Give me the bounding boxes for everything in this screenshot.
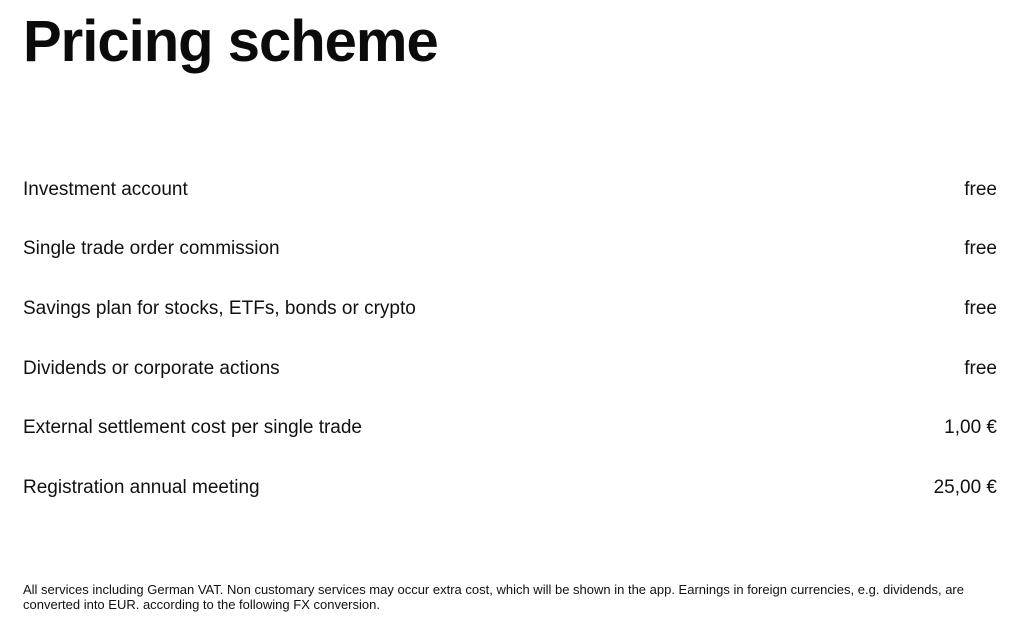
pricing-row-label: Single trade order commission bbox=[23, 238, 280, 260]
pricing-row-dividends bbox=[23, 339, 997, 399]
pricing-row-annual-meeting bbox=[23, 458, 997, 518]
pricing-row-savings-plan bbox=[23, 279, 997, 339]
pricing-row-label: Dividends or corporate actions bbox=[23, 357, 280, 379]
pricing-row-value: free bbox=[964, 297, 997, 319]
pricing-row-value: 25,00 € bbox=[933, 476, 997, 498]
pricing-row-label: Investment account bbox=[23, 178, 188, 200]
pricing-row-label: Savings plan for stocks, ETFs, bonds or crypto bbox=[23, 297, 416, 319]
pricing-list bbox=[23, 160, 997, 518]
pricing-row-label: External settlement cost per single trade bbox=[23, 417, 363, 439]
pricing-row-value: free bbox=[964, 357, 997, 379]
pricing-row-label: Registration annual meeting bbox=[23, 476, 260, 498]
footnote: All services including German VAT. Non customary services may occur extra cost, which will be shown in the app. Earnings in foreign currencies, e.g. dividends, are converted into EUR. according to the following FX conversion. bbox=[23, 582, 964, 612]
pricing-row-value: free bbox=[964, 238, 997, 260]
pricing-row-single-trade-commission bbox=[23, 220, 997, 280]
pricing-row-investment-account bbox=[23, 160, 997, 220]
pricing-row-external-settlement bbox=[23, 398, 997, 458]
pricing-row-value: 1,00 € bbox=[944, 417, 997, 439]
pricing-row-value: free bbox=[964, 178, 997, 200]
page-title: Pricing scheme bbox=[23, 9, 438, 74]
